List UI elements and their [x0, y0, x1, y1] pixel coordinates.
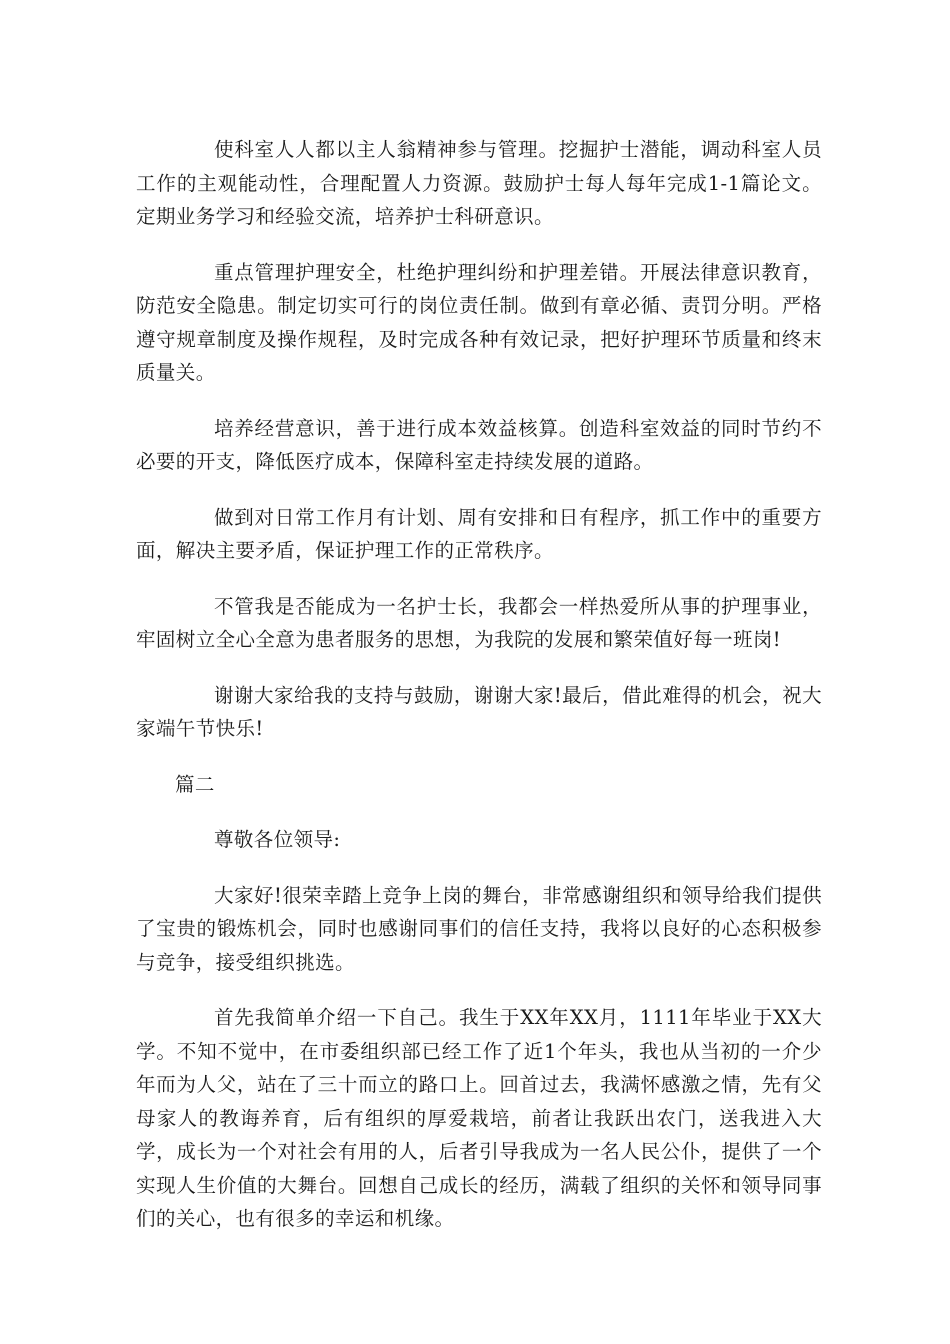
section-heading: 篇二: [175, 772, 215, 796]
paragraph: 使科室人人都以主人翁精神参与管理。挖掘护士潜能，调动科室人员工作的主观能动性，合理配置人力资源。鼓励护士每人每年完成1-1篇论文。定期业务学习和经验交流，培养护士科研意识。: [136, 138, 822, 228]
paragraph: 不管我是否能成为一名护士长，我都会一样热爱所从事的护理事业，牢固树立全心全意为患者服务的思想，为我院的发展和繁荣值好每一班岗!: [136, 594, 822, 651]
paragraph: 培养经营意识，善于进行成本效益核算。创造科室效益的同时节约不必要的开支，降低医疗成本，保障科室走持续发展的道路。: [136, 416, 822, 473]
paragraph: 重点管理护理安全，杜绝护理纠纷和护理差错。开展法律意识教育，防范安全隐患。制定切实可行的岗位责任制。做到有章必循、责罚分明。严格遵守规章制度及操作规程，及时完成各种有效记录，把好护理环节质量和终末质量关。: [136, 260, 822, 384]
paragraph: 谢谢大家给我的支持与鼓励，谢谢大家!最后，借此难得的机会，祝大家端午节快乐!: [136, 683, 822, 740]
salutation: 尊敬各位领导:: [214, 828, 341, 851]
paragraph: 做到对日常工作月有计划、周有安排和日有程序，抓工作中的重要方面，解决主要矛盾，保证护理工作的正常秩序。: [136, 505, 822, 562]
document-body: [136, 133, 822, 1258]
paragraph: 大家好!很荣幸踏上竞争上岗的舞台，非常感谢组织和领导给我们提供了宝贵的锻炼机会，同时也感谢同事们的信任支持，我将以良好的心态积极参与竞争，接受组织挑选。: [136, 883, 822, 974]
paragraph: 首先我简单介绍一下自己。我生于XX年XX月，1111年毕业于XX大学。不知不觉中，在市委组织部已经工作了近1个年头，我也从当初的一介少年而为人父，站在了三十而立的路口上。回首过去，我满怀感激之情，先有父母家人的教诲养育，后有组织的厚爱栽培，前者让我跃出农门，送我进入大学，成长为一个对社会有用的人，后者引导我成为一名人民公仆，提供了一个实现人生价值的大舞台。回想自己成长的经历，满载了组织的关怀和领导同事们的关心，也有很多的幸运和机缘。: [136, 1006, 822, 1230]
